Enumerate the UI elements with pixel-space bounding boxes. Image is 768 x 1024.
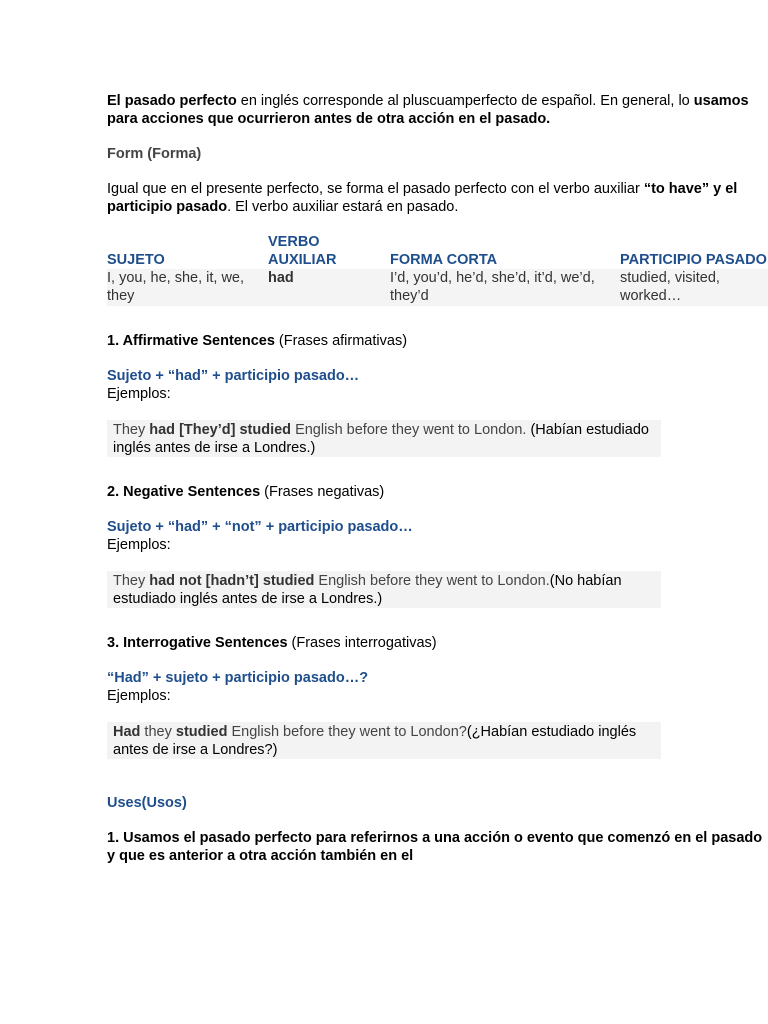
example-text: English before they went to London.	[291, 422, 527, 438]
example-text: They	[113, 422, 150, 438]
conjugation-table	[107, 233, 768, 306]
section-negative-note: (Frases negativas)	[260, 484, 385, 500]
section-negative-heading	[107, 483, 768, 501]
header-participio-pasado: PARTICIPIO PASADO	[620, 252, 767, 268]
cell-forma-corta: I’d, you’d, he’d, she’d, it’d, we’d, they’d	[390, 269, 620, 306]
affirmative-example	[107, 420, 661, 457]
header-sujeto: SUJETO	[107, 252, 165, 268]
form-bold-1: “to have” y el participio pasado	[107, 181, 738, 215]
cell-participio: studied, visited, worked…	[620, 269, 768, 306]
negative-ejemplos: Ejemplos:	[107, 537, 171, 553]
section-affirmative-heading	[107, 332, 768, 350]
header-forma-corta: FORMA CORTA	[390, 252, 498, 268]
cell-auxiliar	[268, 269, 390, 306]
intro-bold-2: usamos para acciones que ocurrieron antes de otra acción en el pasado.	[107, 93, 749, 127]
cell-sujeto: I, you, he, she, it, we, they	[107, 269, 268, 306]
header-verbo-auxiliar: VERBO AUXILIAR	[268, 234, 337, 268]
example-bold: studied	[175, 724, 228, 740]
section-interrogative-title: 3. Interrogative Sentences	[107, 635, 288, 651]
negative-formula: Sujeto + “had” + “not” + participio pasado…	[107, 519, 413, 535]
example-text: English before they went to London?	[227, 724, 467, 740]
form-text-1: Igual que en el presente perfecto, se forma el pasado perfecto con el verbo auxiliar	[107, 181, 644, 197]
example-text: they	[140, 724, 176, 740]
form-paragraph	[107, 180, 768, 216]
form-heading: Form (Forma)	[107, 146, 202, 162]
affirmative-formula: Sujeto + “had” + participio pasado…	[107, 368, 360, 384]
cell-auxiliar-value: had	[268, 270, 294, 286]
uses-heading: Uses(Usos)	[107, 795, 187, 811]
interrogative-ejemplos: Ejemplos:	[107, 688, 171, 704]
intro-bold-1: El pasado perfecto	[107, 93, 237, 109]
example-bold: Had	[113, 724, 141, 740]
document-page	[107, 92, 768, 865]
example-translation: (No habían estudiado inglés antes de irse a Londres.)	[113, 573, 622, 607]
example-translation: (Habían estudiado inglés antes de irse a Londres.)	[113, 422, 649, 456]
table-row	[107, 269, 768, 306]
uses-item-1: 1. Usamos el pasado perfecto para referirnos a una acción o evento que comenzó en el pasado y que es anterior a otra acción también en el	[107, 830, 763, 864]
section-affirmative-title: 1. Affirmative Sentences	[107, 333, 275, 349]
intro-text-1: en inglés corresponde al pluscuamperfecto de español. En general, lo	[236, 93, 694, 109]
interrogative-formula: “Had” + sujeto + participio pasado…?	[107, 670, 369, 686]
section-interrogative-note: (Frases interrogativas)	[287, 635, 437, 651]
example-text: English before they went to London.	[314, 573, 550, 589]
section-negative-title: 2. Negative Sentences	[107, 484, 261, 500]
table-header-row	[107, 233, 768, 269]
affirmative-ejemplos: Ejemplos:	[107, 386, 171, 402]
example-translation: (¿Habían estudiado inglés antes de irse a Londres?)	[113, 724, 637, 758]
interrogative-example	[107, 722, 661, 759]
intro-paragraph	[107, 92, 768, 128]
negative-example	[107, 571, 661, 608]
form-text-2: . El verbo auxiliar estará en pasado.	[227, 199, 459, 215]
section-affirmative-note: (Frases afirmativas)	[274, 333, 408, 349]
section-interrogative-heading	[107, 634, 768, 652]
example-bold: had not [hadn’t] studied	[149, 573, 315, 589]
example-bold: had [They’d] studied	[149, 422, 292, 438]
example-text: They	[113, 573, 150, 589]
